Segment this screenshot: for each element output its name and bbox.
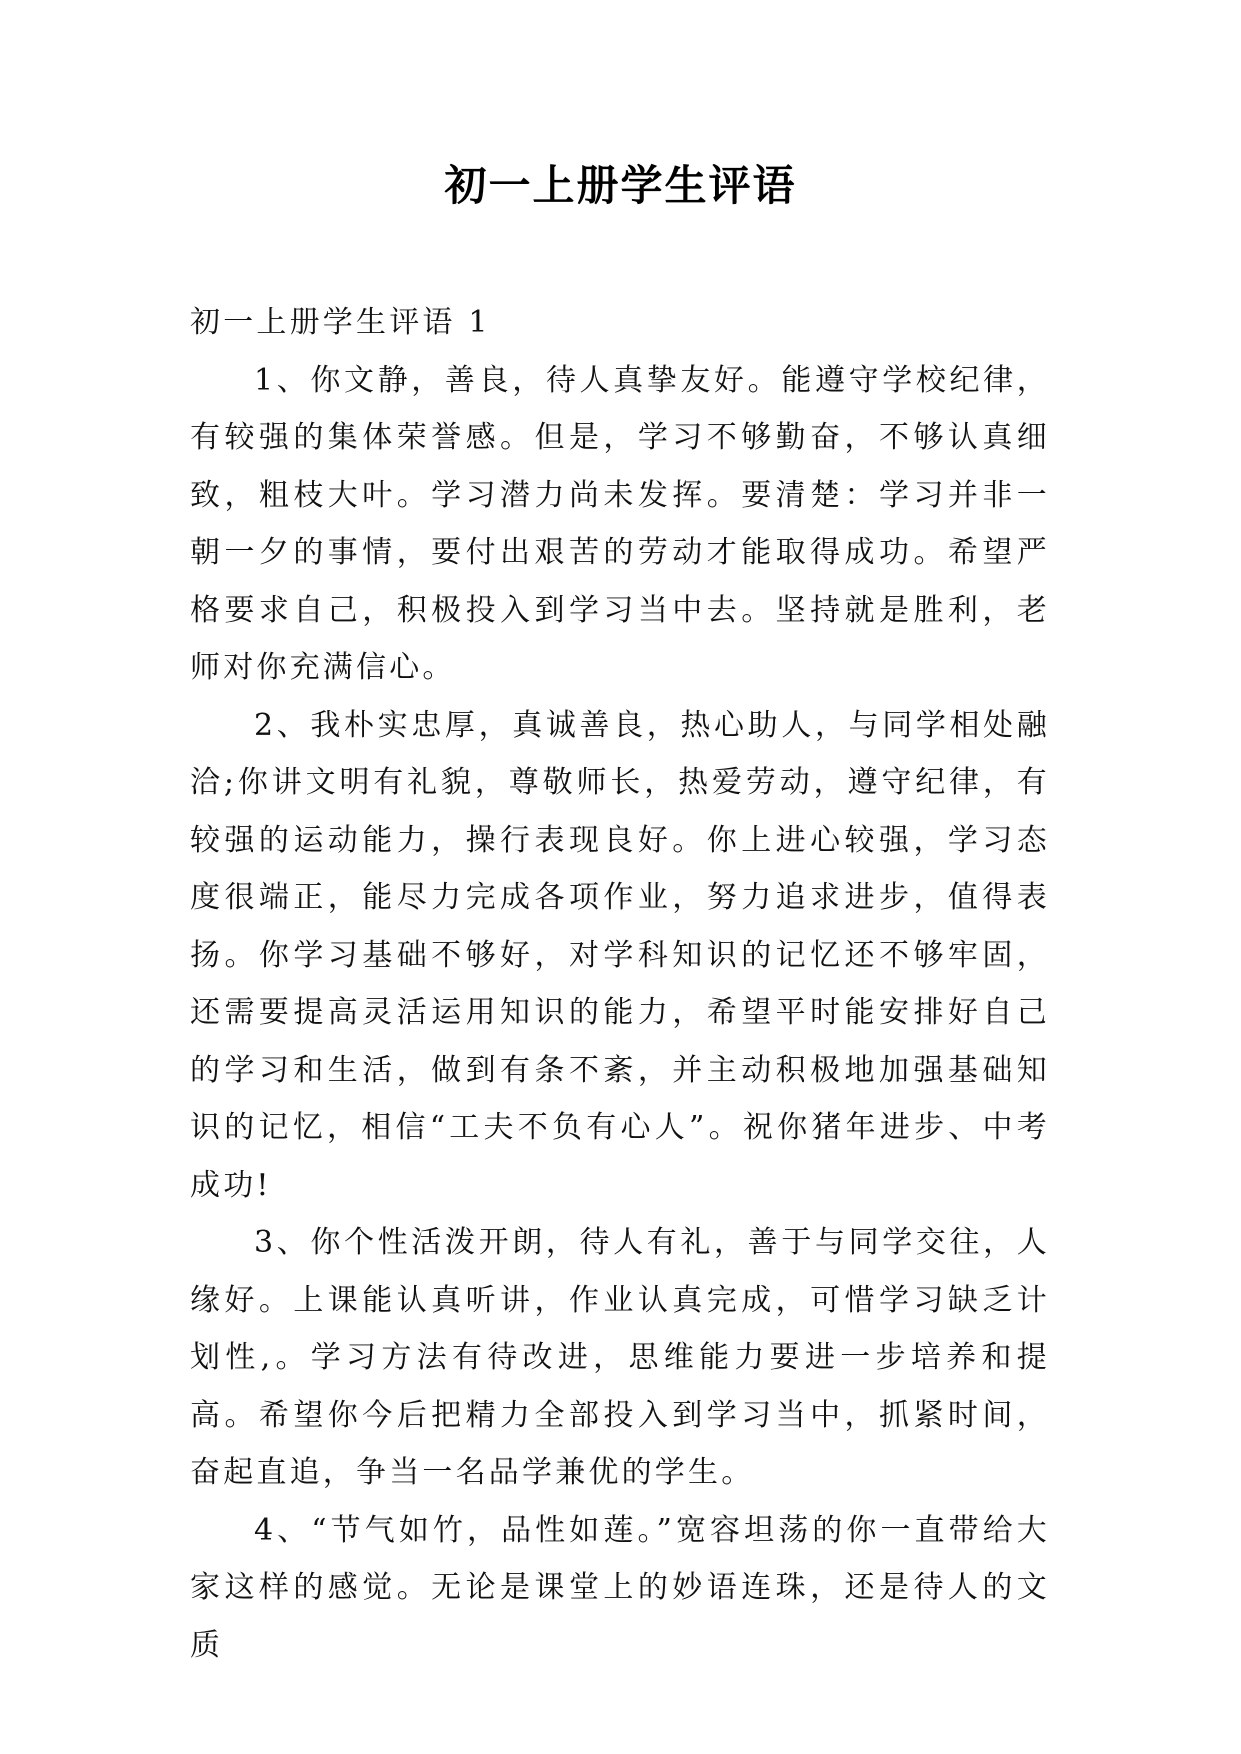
comment-paragraph-2: 2、我朴实忠厚，真诚善良，热心助人，与同学相处融洽;你讲文明有礼貌，尊敬师长，热爱劳动，遵守纪律，有较强的运动能力，操行表现良好。你上进心较强，学习态度很端正，能尽力完成各项作业，努力追求进步，值得表扬。你学习基础不够好，对学科知识的记忆还不够牢固，还需要提高灵活运用知识的能力，希望平时能安排好自己的学习和生活，做到有条不紊，并主动积极地加强基础知识的记忆，相信“工夫不负有心人”。祝你猪年进步、中考成功! [190,707,1050,1203]
document-body [190,294,1050,1674]
comment-paragraph-1: 1、你文静，善良，待人真挚友好。能遵守学校纪律，有较强的集体荣誉感。但是，学习不够勤奋，不够认真细致，粗枝大叶。学习潜力尚未发挥。要清楚：学习并非一朝一夕的事情，要付出艰苦的劳动才能取得成功。希望严格要求自己，积极投入到学习当中去。坚持就是胜利，老师对你充满信心。 [190,362,1050,685]
document-title: 初一上册学生评语 [444,161,797,210]
comment-paragraph-3: 3、你个性活泼开朗，待人有礼，善于与同学交往，人缘好。上课能认真听讲，作业认真完成，可惜学习缺乏计划性,。学习方法有待改进，思维能力要进一步培养和提高。希望你今后把精力全部投入到学习当中，抓紧时间，奋起直追，争当一名品学兼优的学生。 [190,1225,1050,1490]
section-heading: 初一上册学生评语 1 [190,305,491,340]
comment-paragraph-4: 4、“节气如竹，品性如莲。”宽容坦荡的你一直带给大家这样的感觉。无论是课堂上的妙语连珠，还是待人的文质 [190,1512,1050,1663]
